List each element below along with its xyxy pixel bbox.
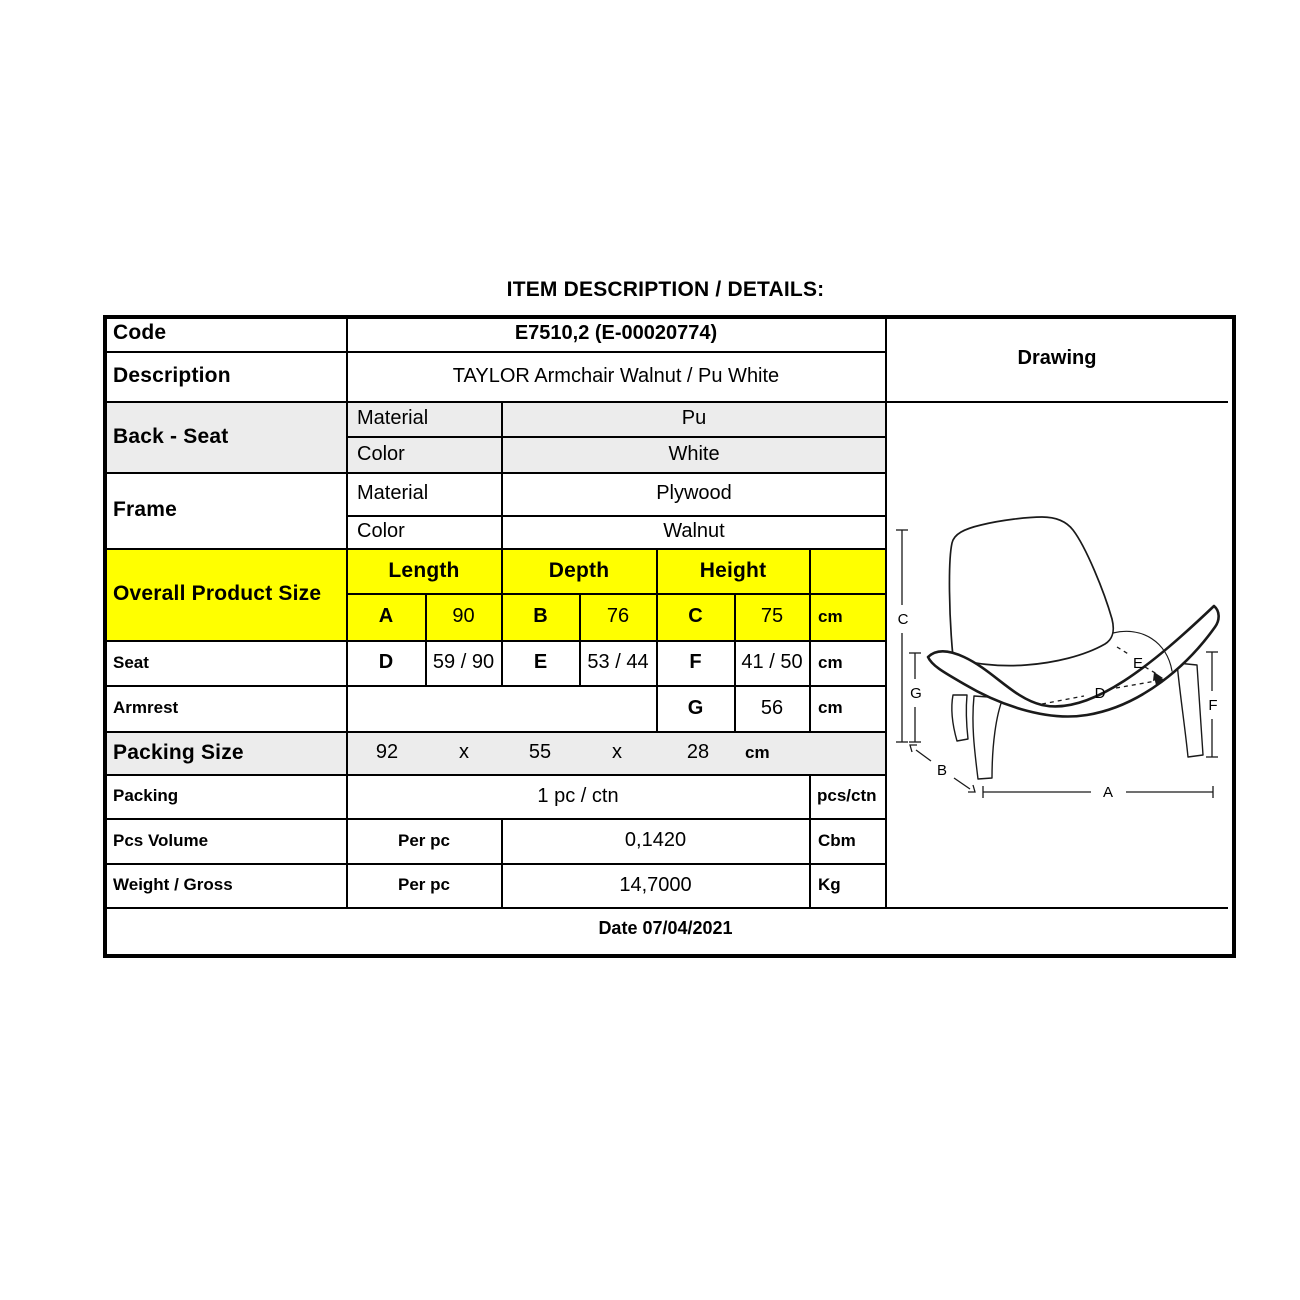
date-row: Date 07/04/2021 bbox=[598, 918, 733, 938]
chair-back-leg bbox=[952, 695, 968, 741]
armrest-unit: cm bbox=[818, 698, 843, 717]
armrest-g-value: 56 bbox=[760, 696, 784, 719]
pcs-volume-unit: Cbm bbox=[818, 830, 856, 850]
packing-size-sep2: x bbox=[612, 741, 622, 763]
packing-size-v2: 55 bbox=[528, 741, 552, 763]
packing-size-sep1: x bbox=[459, 741, 469, 763]
frame-material-value: Plywood bbox=[656, 482, 732, 504]
drawing-header: Drawing bbox=[1017, 346, 1097, 369]
size-header-height: Height bbox=[699, 558, 767, 582]
size-header-depth: Depth bbox=[548, 558, 610, 582]
size-b-value: 76 bbox=[606, 605, 630, 627]
row-label-description: Description bbox=[113, 364, 231, 387]
packing-value: 1 pc / ctn bbox=[537, 784, 619, 807]
size-b-key: B bbox=[533, 605, 548, 627]
pcs-volume-per: Per pc bbox=[398, 830, 450, 850]
back-seat-color-label: Color bbox=[357, 442, 405, 465]
size-unit: cm bbox=[818, 606, 843, 626]
frame-color-value: Walnut bbox=[663, 520, 725, 542]
row-label-frame: Frame bbox=[113, 498, 178, 521]
packing-size-unit: cm bbox=[745, 742, 770, 762]
dim-label-e: E bbox=[1132, 655, 1144, 672]
seat-d-key: D bbox=[378, 651, 394, 673]
back-seat-material-value: Pu bbox=[681, 407, 707, 429]
row-label-overall-size: Overall Product Size bbox=[113, 582, 322, 605]
grid-line bbox=[809, 548, 811, 731]
row-label-weight-gross: Weight / Gross bbox=[113, 875, 233, 894]
size-c-value: 75 bbox=[760, 605, 784, 627]
chair-front-leg bbox=[973, 696, 1003, 779]
weight-per: Per pc bbox=[398, 875, 450, 894]
chair-right-leg bbox=[1177, 663, 1203, 757]
chair-technical-drawing bbox=[886, 401, 1228, 907]
packing-size-v1: 92 bbox=[375, 741, 399, 763]
row-label-packing: Packing bbox=[113, 786, 179, 805]
frame-color-label: Color bbox=[357, 520, 405, 542]
page-title: ITEM DESCRIPTION / DETAILS: bbox=[506, 278, 825, 301]
row-label-pcs-volume: Pcs Volume bbox=[113, 830, 209, 850]
armrest-g-key: G bbox=[687, 696, 704, 719]
back-seat-color-value: White bbox=[668, 442, 720, 465]
dim-label-f: F bbox=[1208, 697, 1218, 714]
seat-unit: cm bbox=[818, 652, 843, 672]
pcs-volume-value: 0,1420 bbox=[624, 829, 687, 851]
size-header-length: Length bbox=[388, 558, 460, 582]
row-label-armrest: Armrest bbox=[113, 698, 179, 717]
back-seat-material-label: Material bbox=[357, 407, 429, 429]
size-a-key: A bbox=[378, 605, 394, 627]
description-value: TAYLOR Armchair Walnut / Pu White bbox=[452, 364, 780, 387]
row-label-packing-size: Packing Size bbox=[113, 740, 244, 764]
dim-label-b: B bbox=[936, 762, 948, 779]
packing-unit: pcs/ctn bbox=[817, 786, 877, 805]
weight-value: 14,7000 bbox=[619, 873, 692, 896]
dim-label-d: D bbox=[1094, 685, 1106, 702]
code-value: E7510,2 (E-00020774) bbox=[514, 321, 718, 344]
weight-unit: Kg bbox=[818, 875, 841, 894]
packing-size-values bbox=[347, 731, 885, 774]
packing-size-v3: 28 bbox=[686, 741, 710, 763]
row-label-seat: Seat bbox=[113, 652, 149, 672]
row-label-code: Code bbox=[113, 321, 167, 344]
dim-label-c: C bbox=[897, 611, 909, 628]
seat-e-key: E bbox=[533, 651, 548, 673]
seat-e-value: 53 / 44 bbox=[587, 651, 649, 673]
seat-f-value: 41 / 50 bbox=[741, 651, 803, 673]
dim-label-g: G bbox=[910, 685, 922, 702]
seat-d-value: 59 / 90 bbox=[432, 651, 495, 673]
dim-label-a: A bbox=[1102, 784, 1114, 801]
seat-f-key: F bbox=[689, 651, 702, 673]
size-a-value: 90 bbox=[452, 605, 475, 627]
size-c-key: C bbox=[688, 605, 703, 627]
row-label-back-seat: Back - Seat bbox=[113, 424, 229, 448]
chair-backrest bbox=[949, 517, 1113, 666]
frame-material-label: Material bbox=[357, 482, 429, 504]
